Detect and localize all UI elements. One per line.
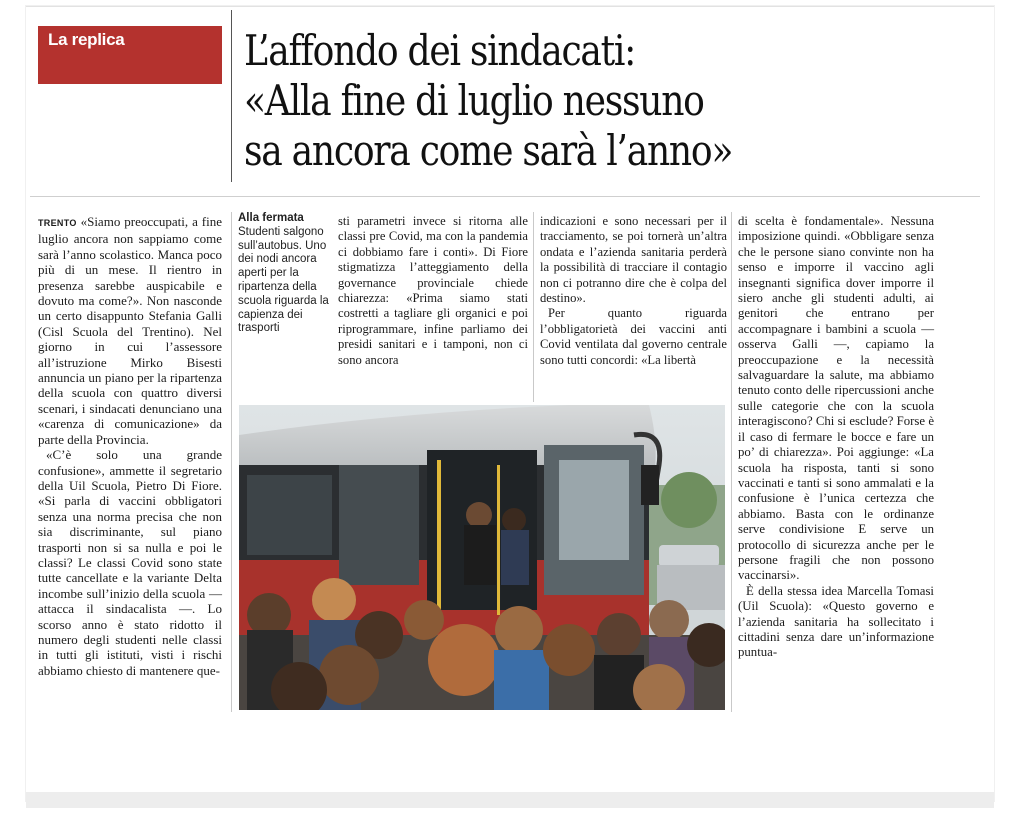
article-column-1 bbox=[38, 214, 222, 678]
headline-divider bbox=[231, 10, 232, 182]
photo-caption bbox=[238, 212, 330, 336]
headline-line-2: «Alla fine di luglio nessuno bbox=[244, 76, 704, 125]
paragraph: «C’è solo una grande confusione», ammette il segretario della Uil Scuola, Pietro Di Fiore. «Si parla di vaccini obbligatori senza una norma precisa che non sia discriminante, sul piano trasporti non si sa nulla e poi le classi? Le classi Covid sono state tutte cancellate e la variante Delta incombe sull’inizio della scuola — attacca il sindacalista —. Lo scorso anno è stato ridotto il numero degli studenti nelle classi in tutti gli istituti, visti i rischi abbiamo chiesto di mantenere que- bbox=[38, 447, 222, 678]
caption-title: Alla fermata bbox=[238, 212, 304, 224]
article-column-2 bbox=[338, 214, 528, 368]
headline bbox=[244, 26, 880, 176]
column-rule bbox=[731, 212, 732, 712]
paragraph-text: «Siamo preoccupati, a fine luglio ancora non sappiamo come sarà l’anno scolastico. Manca poco più di un mese. Il rientro in presenza sarebbe auspicabile e dovuto ma come?». Non nasconde un certo disappunto Stefania Galli (Cisl Scuola del Trentino). Nel giorno in cui l’assessore all’istruzione Mirko Bisesti annuncia un piano per la ripartenza della scuola con quattro diversi scenari, i sindacati denunciano una «carenza di comunicazione» da parte della Provincia. bbox=[38, 214, 223, 447]
paragraph: È della stessa idea Marcella Tomasi (Uil Scuola): «Questo governo e l’azienda sanitaria ha sollecitato i cittadini senza dare un’informazione puntua- bbox=[738, 583, 934, 660]
photo-illustration bbox=[239, 405, 725, 710]
caption-text: Studenti salgono sull’autobus. Uno dei nodi ancora aperti per la ripartenza della scuola riguarda la capienza dei trasporti bbox=[238, 225, 329, 335]
paragraph bbox=[38, 214, 222, 447]
headline-line-1: L’affondo dei sindacati: bbox=[244, 26, 636, 75]
section-kicker bbox=[38, 26, 222, 84]
paragraph: sti parametri invece si ritorna alle classi pre Covid, ma con la pandemia ci dobbiamo fare i conti». Di Fiore stigmatizza l’atteggiamento della governance provinciale chiede chiarezza: «Prima siamo stati costretti a tagliare gli organici e poi riprogrammare, infine parliamo dei presidi sanitari e i tamponi, non ci sono ancora bbox=[338, 214, 528, 367]
page-bottom-margin bbox=[26, 792, 994, 808]
dateline: TRENTO bbox=[38, 218, 77, 228]
paragraph: di scelta è fondamentale». Nessuna imposizione quindi. «Obbligare senza che le persone siano convinte non ha senso e imporre il vaccino agli insegnanti significa dover imporre il siero anche gli studenti adulti, ai genitori che entrano per accompagnare i bambini a scuola — osserva Galli —, capiamo la preoccupazione e la necessità salvaguardare la salute, ma abbiamo tenuto conto delle ripercussioni anche sulle categorie che con la scuola interagiscono? Chi si esclude? Forse è il caso di fermare le bocce e fare un po’ di chiarezza». Poi aggiunge: «La scuola ha risposta, tanti si sono vaccinati e tanti si sono ammalati e la confusione è l’unica certezza che abbiamo. Basta con le ordinanze serve condivisione E serve un protocollo di sicurezza anche per le persone fragili che non possono vaccinarsi». bbox=[738, 214, 934, 583]
article-column-3 bbox=[540, 214, 727, 368]
kicker-label: La replica bbox=[48, 30, 125, 49]
paragraph: indicazioni e sono necessari per il tracciamento, se poi tornerà un’altra ondata e l’azienda sanitaria perderà la possibilità di tracciare il contagio non ci potranno dire che è colpa del destino». bbox=[540, 214, 727, 306]
headline-line-3: sa ancora come sarà l’anno» bbox=[244, 126, 733, 175]
column-rule bbox=[231, 212, 232, 712]
bus-stop-photo bbox=[239, 405, 725, 710]
header-rule bbox=[30, 196, 980, 197]
column-rule bbox=[533, 212, 534, 402]
paragraph: Per quanto riguarda l’obbligatorietà dei vaccini anti Covid ventilata dal governo centrale sono tutti concordi: «La libertà bbox=[540, 306, 727, 367]
article-column-4 bbox=[738, 214, 934, 661]
